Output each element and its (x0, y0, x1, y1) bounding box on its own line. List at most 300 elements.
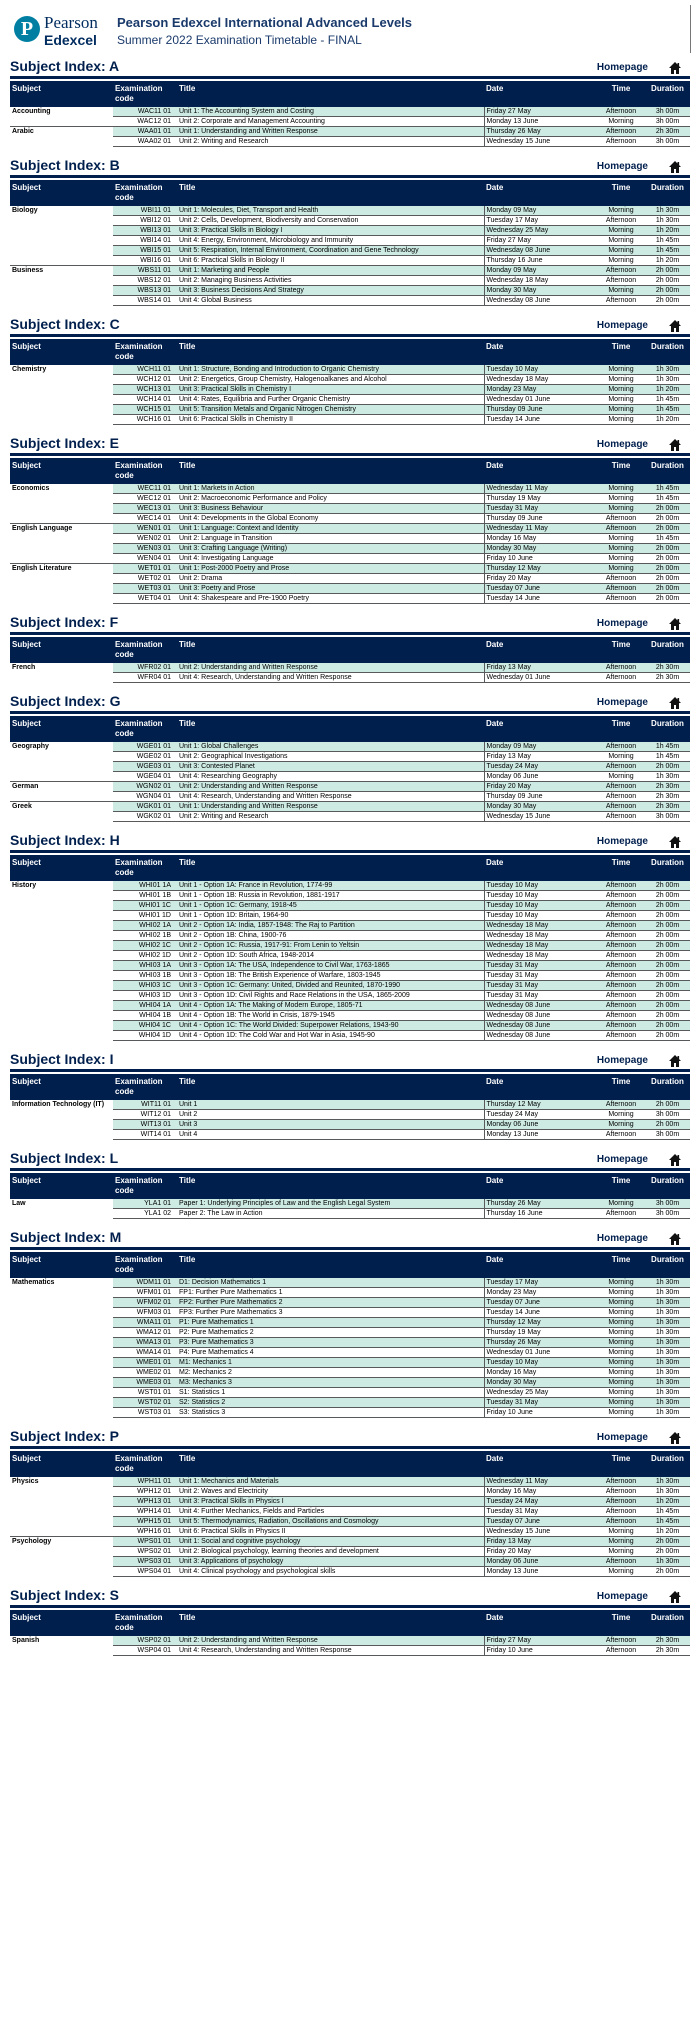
home-icon[interactable] (668, 61, 682, 75)
exam-code: WHI01 1C (113, 901, 177, 911)
column-header: Time (597, 1610, 645, 1636)
exam-code: WBS11 01 (113, 266, 177, 276)
brand-sub: Edexcel (44, 32, 97, 48)
exam-code: WAA02 01 (113, 137, 177, 147)
column-header: Examination code (113, 81, 177, 107)
section-header (10, 56, 690, 79)
exam-code: WBS12 01 (113, 276, 177, 286)
exam-session: Afternoon (597, 1031, 645, 1041)
exam-duration: 1h 20m (645, 1527, 690, 1537)
exam-code: WHI04 1D (113, 1031, 177, 1041)
exam-title: Unit 4 - Option 1C: The World Divided: Superpower Relations, 1943-90 (177, 1021, 484, 1031)
table-row (10, 524, 690, 534)
exam-duration: 2h 30m (645, 127, 690, 137)
exam-code: WHI01 1D (113, 911, 177, 921)
exam-date: Monday 16 May (484, 1487, 597, 1497)
exam-code: WFM01 01 (113, 1288, 177, 1298)
exam-title: Unit 2: Understanding and Written Response (177, 1636, 484, 1646)
exam-title: P1: Pure Mathematics 1 (177, 1318, 484, 1328)
exam-session: Morning (597, 375, 645, 385)
column-header: Subject (10, 1451, 113, 1477)
exam-date: Friday 27 May (484, 107, 597, 117)
exam-session: Afternoon (597, 1011, 645, 1021)
exam-title: Unit 1: Markets in Action (177, 484, 484, 494)
exam-code: WET01 01 (113, 564, 177, 574)
exam-title: P3: Pure Mathematics 3 (177, 1338, 484, 1348)
exam-code: WMA14 01 (113, 1348, 177, 1358)
column-header: Title (177, 1074, 484, 1100)
exam-session: Afternoon (597, 971, 645, 981)
exam-duration: 1h 30m (645, 1358, 690, 1368)
exam-duration: 1h 30m (645, 1408, 690, 1418)
section-header (10, 155, 690, 178)
exam-code: WGK01 01 (113, 802, 177, 812)
exam-code: WHI03 1C (113, 981, 177, 991)
subject-name: English Literature (10, 564, 113, 604)
homepage-link[interactable]: Homepage (596, 836, 648, 847)
exam-duration: 3h 00m (645, 1209, 690, 1219)
exam-date: Wednesday 08 June (484, 1021, 597, 1031)
exam-session: Morning (597, 286, 645, 296)
exam-code: WPS03 01 (113, 1557, 177, 1567)
exam-code: WPH13 01 (113, 1497, 177, 1507)
column-header: Date (484, 1610, 597, 1636)
exam-duration: 2h 00m (645, 1001, 690, 1011)
exam-title: Unit 4: Developments in the Global Economy (177, 514, 484, 524)
exam-date: Tuesday 17 May (484, 216, 597, 226)
table-row (10, 127, 690, 137)
exam-duration: 1h 30m (645, 1308, 690, 1318)
exam-session: Afternoon (597, 1497, 645, 1507)
exam-date: Monday 09 May (484, 266, 597, 276)
exam-code: WBI13 01 (113, 226, 177, 236)
subject-name: Greek (10, 802, 113, 822)
pearson-logo-icon: P (14, 16, 40, 42)
home-icon[interactable] (668, 835, 682, 849)
column-header: Duration (645, 458, 690, 484)
exam-session: Afternoon (597, 127, 645, 137)
exam-session: Morning (597, 1537, 645, 1547)
column-header: Duration (645, 339, 690, 365)
exam-duration: 1h 30m (645, 365, 690, 375)
exam-date: Friday 27 May (484, 236, 597, 246)
exam-code: WEC14 01 (113, 514, 177, 524)
exam-date: Wednesday 08 June (484, 1011, 597, 1021)
exam-title: Unit 2: Energetics, Group Chemistry, Halogenoalkanes and Alcohol (177, 375, 484, 385)
exam-date: Thursday 19 May (484, 1328, 597, 1338)
subject-name: French (10, 663, 113, 683)
column-header: Title (177, 855, 484, 881)
exam-duration: 1h 30m (645, 1378, 690, 1388)
homepage-link[interactable]: Homepage (596, 618, 648, 629)
exam-duration: 1h 30m (645, 1278, 690, 1288)
exam-date: Tuesday 24 May (484, 1497, 597, 1507)
exam-duration: 1h 30m (645, 206, 690, 216)
exam-session: Afternoon (597, 594, 645, 604)
exam-session: Morning (597, 1278, 645, 1288)
exam-duration: 1h 45m (645, 1507, 690, 1517)
exam-title: Unit 3: Contested Planet (177, 762, 484, 772)
section-title: Subject Index: A (10, 58, 120, 74)
exam-title: Unit 6: Practical Skills in Physics II (177, 1527, 484, 1537)
exam-title: Unit 4: Research, Understanding and Written Response (177, 673, 484, 683)
exam-title: Unit 1: Structure, Bonding and Introduction to Organic Chemistry (177, 365, 484, 375)
exam-duration: 2h 00m (645, 554, 690, 564)
exam-session: Afternoon (597, 812, 645, 822)
exam-date: Friday 10 June (484, 1408, 597, 1418)
exam-duration: 1h 30m (645, 1487, 690, 1497)
exam-session: Afternoon (597, 991, 645, 1001)
exam-duration: 3h 00m (645, 1130, 690, 1140)
homepage-link[interactable]: Homepage (596, 1591, 648, 1602)
exam-duration: 2h 00m (645, 991, 690, 1001)
exam-title: Unit 2: Drama (177, 574, 484, 584)
exam-date: Thursday 09 June (484, 514, 597, 524)
exam-title: Unit 3: Applications of psychology (177, 1557, 484, 1567)
exam-session: Afternoon (597, 901, 645, 911)
exam-session: Morning (597, 405, 645, 415)
column-header: Examination code (113, 1451, 177, 1477)
column-header: Examination code (113, 1074, 177, 1100)
exam-duration: 2h 00m (645, 276, 690, 286)
exam-session: Morning (597, 1120, 645, 1130)
subject-name: Spanish (10, 1636, 113, 1656)
exam-duration: 2h 30m (645, 1636, 690, 1646)
exam-title: Unit 2 - Option 1C: Russia, 1917-91: From Lenin to Yeltsin (177, 941, 484, 951)
column-header: Duration (645, 1173, 690, 1199)
exam-session: Afternoon (597, 1636, 645, 1646)
column-header: Duration (645, 1610, 690, 1636)
home-icon[interactable] (668, 1153, 682, 1167)
homepage-link[interactable]: Homepage (596, 1432, 648, 1443)
section-header (10, 1049, 690, 1072)
exam-duration: 1h 20m (645, 226, 690, 236)
column-header: Date (484, 339, 597, 365)
exam-duration: 2h 00m (645, 961, 690, 971)
exam-code: WHI02 1B (113, 931, 177, 941)
exam-date: Wednesday 11 May (484, 484, 597, 494)
exam-duration: 1h 45m (645, 534, 690, 544)
exam-duration: 1h 30m (645, 216, 690, 226)
exam-date: Friday 13 May (484, 663, 597, 673)
exam-code: WHI03 1A (113, 961, 177, 971)
column-header: Title (177, 458, 484, 484)
section-header (10, 1585, 690, 1608)
homepage-link[interactable]: Homepage (596, 161, 648, 172)
exam-title: Unit 2 - Option 1D: South Africa, 1948-2014 (177, 951, 484, 961)
exam-title: Unit 2: Understanding and Written Response (177, 782, 484, 792)
exam-date: Friday 20 May (484, 782, 597, 792)
header-row (10, 180, 690, 206)
home-icon[interactable] (668, 1054, 682, 1068)
header-row (10, 637, 690, 663)
header-row (10, 458, 690, 484)
exam-title: Unit 1 - Option 1D: Britain, 1964-90 (177, 911, 484, 921)
exam-date: Friday 20 May (484, 574, 597, 584)
timetable-table (10, 1074, 690, 1140)
exam-date: Wednesday 08 June (484, 1031, 597, 1041)
table-row (10, 206, 690, 216)
page-header (0, 0, 700, 56)
exam-title: Unit 2: Language in Transition (177, 534, 484, 544)
exam-session: Afternoon (597, 1130, 645, 1140)
header-row (10, 339, 690, 365)
exam-session: Afternoon (597, 1557, 645, 1567)
exam-code: WHI04 1B (113, 1011, 177, 1021)
homepage-link[interactable]: Homepage (596, 1233, 648, 1244)
header-row (10, 1252, 690, 1278)
table-row (10, 742, 690, 752)
home-icon[interactable] (668, 617, 682, 631)
exam-duration: 1h 30m (645, 772, 690, 782)
exam-session: Afternoon (597, 891, 645, 901)
exam-date: Monday 30 May (484, 1378, 597, 1388)
exam-session: Morning (597, 1328, 645, 1338)
exam-session: Morning (597, 415, 645, 425)
exam-duration: 2h 00m (645, 921, 690, 931)
column-header: Examination code (113, 180, 177, 206)
timetable-table (10, 81, 690, 147)
exam-duration: 2h 00m (645, 1547, 690, 1557)
exam-session: Afternoon (597, 1209, 645, 1219)
exam-session: Morning (597, 117, 645, 127)
exam-title: Unit 4: Shakespeare and Pre-1900 Poetry (177, 594, 484, 604)
subject-name: Business (10, 266, 113, 306)
table-row (10, 881, 690, 891)
exam-title: Unit 3 - Option 1B: The British Experience of Warfare, 1803-1945 (177, 971, 484, 981)
exam-code: WGN04 01 (113, 792, 177, 802)
exam-date: Monday 23 May (484, 1288, 597, 1298)
exam-session: Afternoon (597, 266, 645, 276)
section-title: Subject Index: P (10, 1428, 119, 1444)
timetable-table (10, 339, 690, 425)
column-header: Date (484, 1451, 597, 1477)
homepage-link[interactable]: Homepage (596, 320, 648, 331)
exam-title: Unit 2: Macroeconomic Performance and Policy (177, 494, 484, 504)
column-header: Examination code (113, 855, 177, 881)
exam-session: Afternoon (597, 137, 645, 147)
exam-duration: 1h 30m (645, 1318, 690, 1328)
exam-title: Unit 3 - Option 1A: The USA, Independence to Civil War, 1763-1865 (177, 961, 484, 971)
exam-session: Morning (597, 1408, 645, 1418)
homepage-link[interactable]: Homepage (596, 1154, 648, 1165)
exam-duration: 1h 20m (645, 1497, 690, 1507)
column-header: Subject (10, 180, 113, 206)
column-header: Date (484, 855, 597, 881)
column-header: Time (597, 339, 645, 365)
exam-session: Afternoon (597, 762, 645, 772)
exam-title: Unit 1: Mechanics and Materials (177, 1477, 484, 1487)
exam-code: WEC12 01 (113, 494, 177, 504)
exam-date: Tuesday 31 May (484, 1507, 597, 1517)
subject-name: German (10, 782, 113, 802)
exam-code: WBI12 01 (113, 216, 177, 226)
exam-session: Morning (597, 534, 645, 544)
exam-code: YLA1 02 (113, 1209, 177, 1219)
exam-code: WCH15 01 (113, 405, 177, 415)
column-header: Title (177, 1252, 484, 1278)
exam-code: WPS01 01 (113, 1537, 177, 1547)
column-header: Title (177, 716, 484, 742)
exam-date: Thursday 26 May (484, 1199, 597, 1209)
exam-date: Wednesday 18 May (484, 375, 597, 385)
column-header: Examination code (113, 637, 177, 663)
exam-title: Unit 1: Social and cognitive psychology (177, 1537, 484, 1547)
timetable-table (10, 716, 690, 822)
exam-duration: 2h 00m (645, 941, 690, 951)
exam-code: WBI16 01 (113, 256, 177, 266)
exam-code: WAC11 01 (113, 107, 177, 117)
home-icon[interactable] (668, 160, 682, 174)
exam-title: Unit 2: Cells, Development, Biodiversity and Conservation (177, 216, 484, 226)
column-header: Subject (10, 1252, 113, 1278)
subject-name: Biology (10, 206, 113, 266)
exam-session: Morning (597, 772, 645, 782)
exam-title: Unit 3: Practical Skills in Physics I (177, 1497, 484, 1507)
exam-date: Wednesday 01 June (484, 673, 597, 683)
exam-date: Wednesday 18 May (484, 276, 597, 286)
exam-date: Wednesday 11 May (484, 524, 597, 534)
exam-title: Unit 5: Respiration, Internal Environment, Coordination and Gene Technology (177, 246, 484, 256)
subject-name: Law (10, 1199, 113, 1219)
section-title: Subject Index: I (10, 1051, 114, 1067)
exam-session: Afternoon (597, 782, 645, 792)
exam-title: Unit 3: Business Behaviour (177, 504, 484, 514)
exam-duration: 3h 00m (645, 1199, 690, 1209)
exam-date: Monday 13 June (484, 1567, 597, 1577)
exam-code: WIT12 01 (113, 1110, 177, 1120)
exam-duration: 2h 00m (645, 901, 690, 911)
column-header: Time (597, 855, 645, 881)
column-header: Time (597, 716, 645, 742)
column-header: Date (484, 1074, 597, 1100)
exam-session: Morning (597, 554, 645, 564)
exam-code: WBS14 01 (113, 296, 177, 306)
timetable-table (10, 180, 690, 306)
home-icon[interactable] (668, 319, 682, 333)
exam-code: WPH15 01 (113, 1517, 177, 1527)
exam-session: Afternoon (597, 1001, 645, 1011)
exam-session: Afternoon (597, 941, 645, 951)
exam-duration: 2h 00m (645, 981, 690, 991)
exam-code: WPH11 01 (113, 1477, 177, 1487)
column-header: Examination code (113, 458, 177, 484)
timetable-table (10, 1252, 690, 1418)
column-header: Time (597, 1173, 645, 1199)
exam-date: Thursday 16 June (484, 1209, 597, 1219)
exam-code: WBI14 01 (113, 236, 177, 246)
timetable-table (10, 458, 690, 604)
exam-title: Unit 3: Crafting Language (Writing) (177, 544, 484, 554)
subject-name: Mathematics (10, 1278, 113, 1418)
exam-title: Unit 4: Further Mechanics, Fields and Particles (177, 1507, 484, 1517)
exam-duration: 2h 00m (645, 584, 690, 594)
table-row (10, 266, 690, 276)
exam-code: WHI04 1C (113, 1021, 177, 1031)
table-row (10, 663, 690, 673)
column-header: Subject (10, 1173, 113, 1199)
exam-duration: 3h 00m (645, 137, 690, 147)
exam-title: FP1: Further Pure Mathematics 1 (177, 1288, 484, 1298)
exam-title: Unit 4: Energy, Environment, Microbiology and Immunity (177, 236, 484, 246)
exam-code: WIT13 01 (113, 1120, 177, 1130)
exam-date: Wednesday 25 May (484, 1388, 597, 1398)
exam-date: Wednesday 18 May (484, 951, 597, 961)
home-icon[interactable] (668, 438, 682, 452)
exam-title: FP2: Further Pure Mathematics 2 (177, 1298, 484, 1308)
exam-code: WCH12 01 (113, 375, 177, 385)
exam-date: Tuesday 14 June (484, 415, 597, 425)
section-header (10, 1426, 690, 1449)
exam-title: Unit 5: Transition Metals and Organic Nitrogen Chemistry (177, 405, 484, 415)
exam-duration: 2h 30m (645, 663, 690, 673)
home-icon[interactable] (668, 1232, 682, 1246)
exam-date: Tuesday 31 May (484, 971, 597, 981)
exam-title: P2: Pure Mathematics 2 (177, 1328, 484, 1338)
exam-duration: 1h 45m (645, 1517, 690, 1527)
homepage-link[interactable]: Homepage (596, 439, 648, 450)
exam-title: Unit 2 - Option 1B: China, 1900-76 (177, 931, 484, 941)
table-row (10, 1537, 690, 1547)
exam-code: WAC12 01 (113, 117, 177, 127)
subject-name: Information Technology (IT) (10, 1100, 113, 1140)
exam-code: WHI03 1B (113, 971, 177, 981)
exam-code: WIT11 01 (113, 1100, 177, 1110)
exam-date: Tuesday 31 May (484, 1398, 597, 1408)
exam-code: WST03 01 (113, 1408, 177, 1418)
home-icon[interactable] (668, 696, 682, 710)
section-title: Subject Index: E (10, 435, 119, 451)
exam-title: Unit 2: Understanding and Written Response (177, 663, 484, 673)
exam-date: Monday 06 June (484, 772, 597, 782)
exam-title: Paper 2: The Law in Action (177, 1209, 484, 1219)
homepage-link[interactable]: Homepage (596, 1055, 648, 1066)
exam-session: Afternoon (597, 1100, 645, 1110)
column-header: Date (484, 180, 597, 206)
column-header: Date (484, 716, 597, 742)
exam-session: Morning (597, 1567, 645, 1577)
homepage-link[interactable]: Homepage (596, 697, 648, 708)
exam-code: WBI11 01 (113, 206, 177, 216)
exam-date: Tuesday 31 May (484, 961, 597, 971)
exam-code: WCH13 01 (113, 385, 177, 395)
column-header: Duration (645, 637, 690, 663)
exam-code: WMA12 01 (113, 1328, 177, 1338)
section-title: Subject Index: L (10, 1150, 119, 1166)
column-header: Subject (10, 339, 113, 365)
column-header: Examination code (113, 1252, 177, 1278)
column-header: Examination code (113, 1173, 177, 1199)
table-row (10, 484, 690, 494)
home-icon[interactable] (668, 1590, 682, 1604)
exam-session: Morning (597, 1318, 645, 1328)
exam-code: WPS04 01 (113, 1567, 177, 1577)
exam-title: M1: Mechanics 1 (177, 1358, 484, 1368)
exam-duration: 2h 00m (645, 1021, 690, 1031)
exam-duration: 1h 45m (645, 484, 690, 494)
home-icon[interactable] (668, 1431, 682, 1445)
exam-session: Morning (597, 395, 645, 405)
homepage-link[interactable]: Homepage (596, 62, 648, 73)
exam-title: Unit 2 (177, 1110, 484, 1120)
exam-code: YLA1 01 (113, 1199, 177, 1209)
column-header: Subject (10, 1610, 113, 1636)
exam-date: Wednesday 11 May (484, 1477, 597, 1487)
exam-date: Friday 10 June (484, 554, 597, 564)
exam-title: M3: Mechanics 3 (177, 1378, 484, 1388)
exam-code: WSP02 01 (113, 1636, 177, 1646)
exam-date: Tuesday 17 May (484, 1278, 597, 1288)
